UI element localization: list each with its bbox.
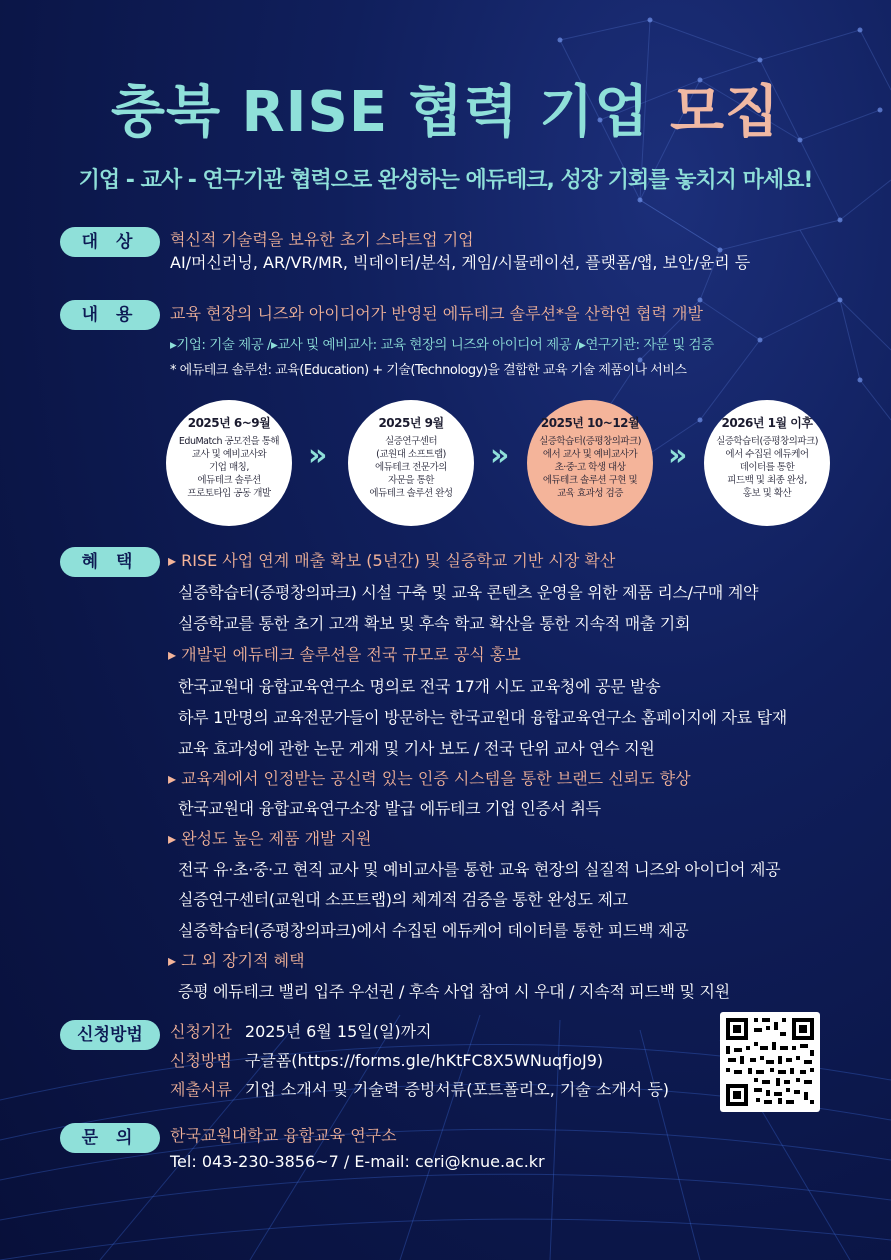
step-line: 프로토타입 공동 개발 (187, 488, 271, 499)
step-line: 기업 매칭, (209, 462, 249, 473)
timeline-step-4 (704, 400, 830, 526)
step-line: 실증연구센터 (384, 436, 438, 447)
step-line: 피드백 및 최종 완성, (727, 475, 807, 486)
benefit-item: 전국 유·초·중·고 현직 교사 및 예비교사를 통한 교육 현장의 실질적 니즈와 아이디어 제공 (178, 860, 781, 879)
apply-label: 신청방법 (60, 1020, 160, 1050)
chevron-right-icon: » (490, 438, 510, 473)
step-line: 홍보 및 확산 (742, 488, 792, 499)
benefit-heading: ▸ 그 외 장기적 혜택 (168, 951, 305, 970)
chevron-right-icon: » (668, 438, 688, 473)
step-line: 에서 교사 및 예비교사가 (542, 449, 638, 460)
target-line2: AI/머신러닝, AR/VR/MR, 빅데이터/분석, 게임/시뮬레이션, 플랫폼/앱, 보안/윤리 등 (170, 253, 751, 272)
step-line: 교육 효과성 검증 (557, 488, 623, 499)
qr-code-icon[interactable] (720, 1012, 820, 1112)
step-body (166, 435, 292, 500)
contact-info[interactable]: Tel: 043-230-3856~7 / E-mail: ceri@knue.ac.kr (170, 1152, 545, 1171)
benefit-item: 증평 에듀테크 밸리 입주 우선권 / 후속 사업 참여 시 우대 / 지속적 피드백 및 지원 (178, 982, 730, 1001)
step-line: 초·중·고 학생 대상 (554, 462, 626, 473)
step-line: 데이터를 통한 (739, 462, 795, 473)
target-line1: 혁신적 기술력을 보유한 초기 스타트업 기업 (170, 230, 474, 249)
step-line: 에듀테크 전문가의 (375, 462, 447, 473)
step-line: 에듀테크 솔루션 구현 및 (542, 475, 638, 486)
title-highlight: 모집 (669, 80, 781, 145)
step-title: 2025년 6~9월 (187, 416, 271, 430)
step-title: 2025년 10~12월 (540, 416, 640, 430)
chevron-right-icon: » (308, 438, 328, 473)
benefit-heading: ▸ 완성도 높은 제품 개발 지원 (168, 829, 372, 848)
title-text: 충북 RISE 협력 기업 (110, 80, 670, 145)
content-label: 내 용 (60, 300, 160, 330)
step-body (348, 435, 474, 500)
benefit-item: 실증학습터(증평창의파크) 시설 구축 및 교육 콘텐츠 운영을 위한 제품 리스/구매 계약 (178, 583, 759, 602)
benefit-item: 실증학교를 통한 초기 고객 확보 및 후속 학교 확산을 통한 지속적 매출 기회 (178, 614, 691, 633)
step-line: 실증학습터(증평창의파크) (716, 436, 818, 447)
step-body (704, 435, 830, 500)
timeline-step-2 (348, 400, 474, 526)
method-label: 신청방법 (170, 1051, 232, 1070)
subtitle: 기업 - 교사 - 연구기관 협력으로 완성하는 에듀테크, 성장 기회를 놓치지 마세요! (78, 168, 813, 193)
step-line: 에듀테크 솔루션 완성 (369, 488, 453, 499)
step-line: 에듀테크 솔루션 (197, 475, 261, 486)
period-label: 신청기간 (170, 1022, 232, 1041)
step-line: 자문을 통한 (388, 475, 434, 486)
benefit-item: 한국교원대 융합교육연구소장 발급 에듀테크 기업 인증서 취득 (178, 799, 601, 818)
apply-period (170, 1019, 432, 1042)
page-title (0, 68, 891, 148)
benefit-heading: ▸ 개발된 에듀테크 솔루션을 전국 규모로 공식 홍보 (168, 645, 521, 664)
qr-code-graphic (720, 1012, 820, 1112)
benefits-label: 혜 택 (60, 547, 160, 577)
benefit-item: 하루 1만명의 교육전문가들이 방문하는 한국교원대 융합교육연구소 홈페이지에 자료 탑재 (178, 708, 787, 727)
period-value: 2025년 6월 15일(일)까지 (244, 1022, 432, 1041)
method-value[interactable]: 구글폼(https://forms.gle/hKtFC8X5WNuqfjoJ9) (244, 1051, 604, 1070)
target-label: 대 상 (60, 227, 160, 257)
benefit-item: 교육 효과성에 관한 논문 게재 및 기사 보도 / 전국 단위 교사 연수 지원 (178, 739, 655, 758)
step-line: 에서 수집된 에듀케어 (725, 449, 809, 460)
timeline-step-1 (166, 400, 292, 526)
docs-label: 제출서류 (170, 1080, 232, 1099)
step-title: 2025년 9월 (378, 416, 444, 430)
step-line: 교사 및 예비교사와 (191, 449, 267, 460)
step-line: (교원대 소프트랩) (376, 449, 446, 460)
step-body (527, 435, 653, 500)
benefit-heading: ▸ RISE 사업 연계 매출 확보 (5년간) 및 실증학교 기반 시장 확산 (168, 551, 616, 570)
contact-label: 문 의 (60, 1123, 160, 1153)
step-line: 실증학습터(증평창의파크) (539, 436, 641, 447)
apply-method (170, 1048, 603, 1071)
benefit-item: 한국교원대 융합교육연구소 명의로 전국 17개 시도 교육청에 공문 발송 (178, 677, 661, 696)
docs-value: 기업 소개서 및 기술력 증빙서류(포트폴리오, 기술 소개서 등) (244, 1080, 670, 1099)
content-note: * 에듀테크 솔루션: 교육(Education) + 기술(Technology)을 결합한 교육 기술 제품이나 서비스 (170, 363, 687, 378)
timeline-step-3 (527, 400, 653, 526)
step-title: 2026년 1월 이후 (721, 416, 813, 430)
benefit-heading: ▸ 교육계에서 인정받는 공신력 있는 인증 시스템을 통한 브랜드 신뢰도 향상 (168, 769, 691, 788)
step-line: EduMatch 공모전을 통해 (178, 436, 280, 447)
contact-org: 한국교원대학교 융합교육 연구소 (170, 1126, 397, 1145)
benefit-item: 실증연구센터(교원대 소프트랩)의 체계적 검증을 통한 완성도 제고 (178, 890, 628, 909)
content-line2: ▸기업: 기술 제공 /▸교사 및 예비교사: 교육 현장의 니즈와 아이디어 제공 /▸연구기관: 자문 및 검증 (170, 337, 714, 353)
apply-docs (170, 1077, 669, 1100)
content-line1: 교육 현장의 니즈와 아이디어가 반영된 에듀테크 솔루션*을 산학연 협력 개발 (170, 304, 703, 323)
benefit-item: 실증학습터(증평창의파크)에서 수집된 에듀케어 데이터를 통한 피드백 제공 (178, 921, 689, 940)
